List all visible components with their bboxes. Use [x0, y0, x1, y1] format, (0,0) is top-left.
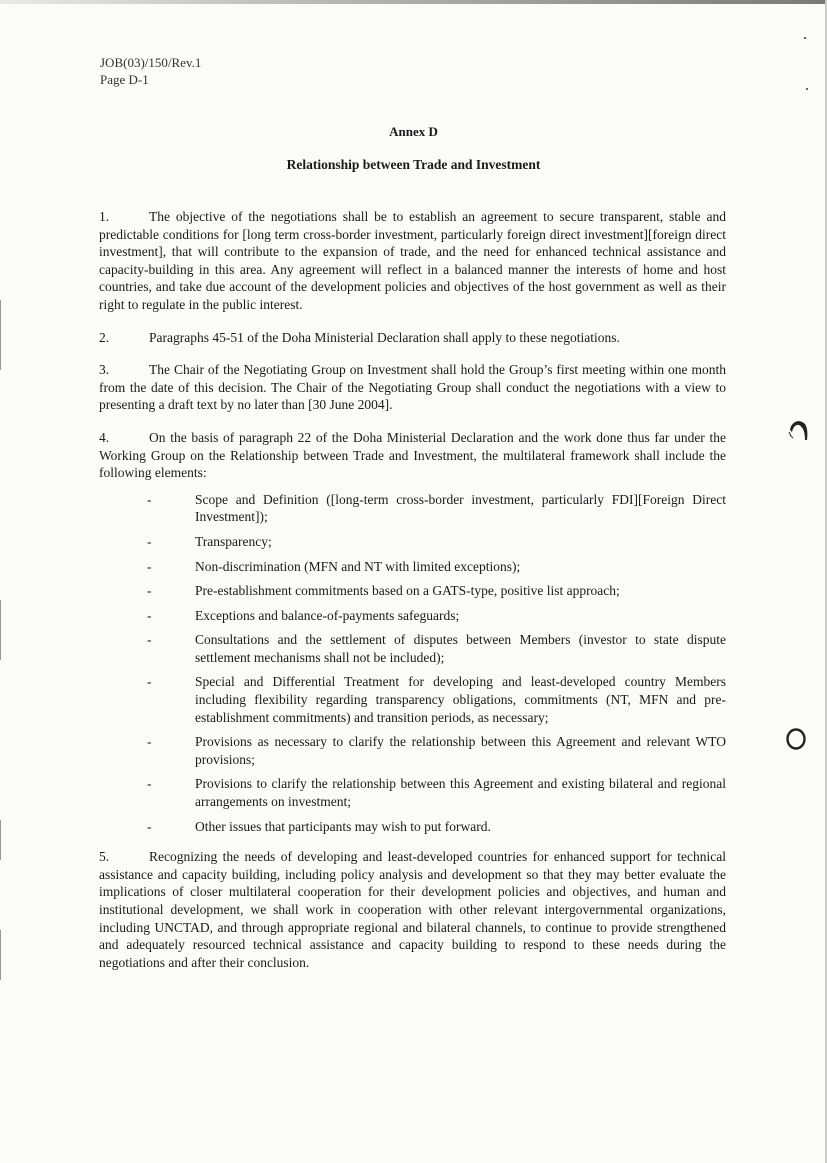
- scan-edge-top: [0, 0, 827, 4]
- document-body: [99, 208, 726, 986]
- list-dash: -: [147, 674, 152, 690]
- paragraph-number: 4.: [99, 429, 110, 445]
- paragraph: [99, 208, 726, 314]
- punch-hole-mark-icon: [787, 416, 809, 444]
- list-item: [99, 631, 726, 666]
- list-item: [99, 673, 726, 726]
- list-item-text: Transparency;: [195, 533, 272, 549]
- paragraph-text: On the basis of paragraph 22 of the Doha Ministerial Declaration and the work done thus far under the Working Group on the Relationship between Trade and Investment, the multilateral framework shall include the following elements:: [99, 429, 726, 481]
- list-item-text: Scope and Definition ([long-term cross-border investment, particularly FDI][Foreign Direct Investment]);: [195, 491, 726, 525]
- paragraph-number: 1.: [99, 209, 110, 224]
- list-item-text: Non-discrimination (MFN and NT with limited exceptions);: [195, 558, 521, 574]
- list-item-text: Pre-establishment commitments based on a GATS-type, positive list approach;: [195, 583, 620, 599]
- list-dash: -: [147, 558, 152, 574]
- paragraph-number: 5.: [99, 849, 110, 865]
- list-dash: -: [147, 776, 152, 792]
- list-dash: -: [147, 734, 152, 750]
- list-item: [99, 582, 726, 600]
- list-dash: -: [147, 632, 152, 648]
- list-item: [99, 818, 726, 836]
- punch-hole-ring-icon: [785, 727, 807, 751]
- paragraph: [99, 848, 726, 971]
- list-dash: -: [147, 491, 152, 507]
- list-dash: -: [147, 607, 152, 623]
- scan-edge-left: [0, 930, 1, 980]
- annex-subtitle: Relationship between Trade and Investment: [286, 157, 541, 172]
- scan-edge-left: [0, 820, 1, 860]
- list-item-text: Provisions to clarify the relationship between this Agreement and existing bilateral and regional arrangements on investment;: [195, 776, 726, 810]
- list-item: [99, 775, 726, 810]
- list-item: [99, 558, 726, 576]
- paragraph-number: 2.: [99, 329, 110, 345]
- paragraph-text: The Chair of the Negotiating Group on Investment shall hold the Group’s first meeting within one month from the date of this decision. The Chair of the Negotiating Group shall conduct the negotiations with a view to presenting a draft text by no later than [30 June 2004].: [99, 362, 726, 413]
- paragraph-text: Recognizing the needs of developing and least-developed countries for enhanced support for technical assistance and capacity building, including policy analysis and development so that they may better evaluate the implications of closer multilateral cooperation for their development policies and objectives, and human and institutional development, we shall work in cooperation with other relevant intergovernmental organizations, including UNCTAD, and through appropriate regional and bilateral channels, to continue to provide strengthened and adequately resourced technical assistance and capacity building to respond to these needs during the negotiations and after their conclusion.: [99, 849, 726, 970]
- paragraph: [99, 361, 726, 414]
- paragraph: [99, 329, 726, 347]
- scan-speck: [804, 37, 806, 39]
- paragraph-text: The objective of the negotiations shall be to establish an agreement to secure transparent, stable and predictable conditions for [long term cross-border investment, particularly foreign direct investment][foreign direct investment], that will contribute to the expansion of trade, and the need for enhanced technical assistance and capacity-building in this area. Any agreement will reflect in a balanced manner the interests of home and host countries, and take due account of the development policies and objectives of the host government as well as their right to regulate in the public interest.: [99, 209, 726, 312]
- list-item: [99, 607, 726, 625]
- paragraph: [99, 429, 726, 482]
- paragraph-text: Paragraphs 45-51 of the Doha Ministerial Declaration shall apply to these negotiations.: [149, 329, 620, 345]
- document-reference: JOB(03)/150/Rev.1: [100, 55, 202, 70]
- list-item: [99, 491, 726, 526]
- scan-edge-left: [0, 600, 1, 660]
- list-item-text: Provisions as necessary to clarify the relationship between this Agreement and relevant WTO provisions;: [195, 734, 726, 767]
- list-dash: -: [147, 583, 152, 599]
- scan-edge-left: [0, 300, 1, 370]
- list-item: [99, 733, 726, 768]
- list-item-text: Special and Differential Treatment for developing and least-developed country Members including flexibility regarding transparency obligations, commitments (NT, MFN and pre-establishment commitments) and transition periods, as necessary;: [195, 674, 726, 725]
- document-header: [100, 54, 201, 88]
- page-number: Page D-1: [100, 72, 149, 87]
- list-dash: -: [147, 533, 152, 549]
- list-item-text: Exceptions and balance-of-payments safeguards;: [195, 607, 460, 623]
- paragraph-number: 3.: [99, 362, 110, 378]
- scan-speck: [806, 88, 808, 90]
- list-item-text: Other issues that participants may wish to put forward.: [195, 818, 491, 834]
- list-item: [99, 533, 726, 551]
- elements-list: [99, 491, 726, 836]
- annex-title: Annex D: [389, 124, 438, 139]
- list-dash: -: [147, 818, 152, 834]
- list-item-text: Consultations and the settlement of disputes between Members (investor to state dispute settlement mechanisms shall not be included);: [195, 632, 726, 665]
